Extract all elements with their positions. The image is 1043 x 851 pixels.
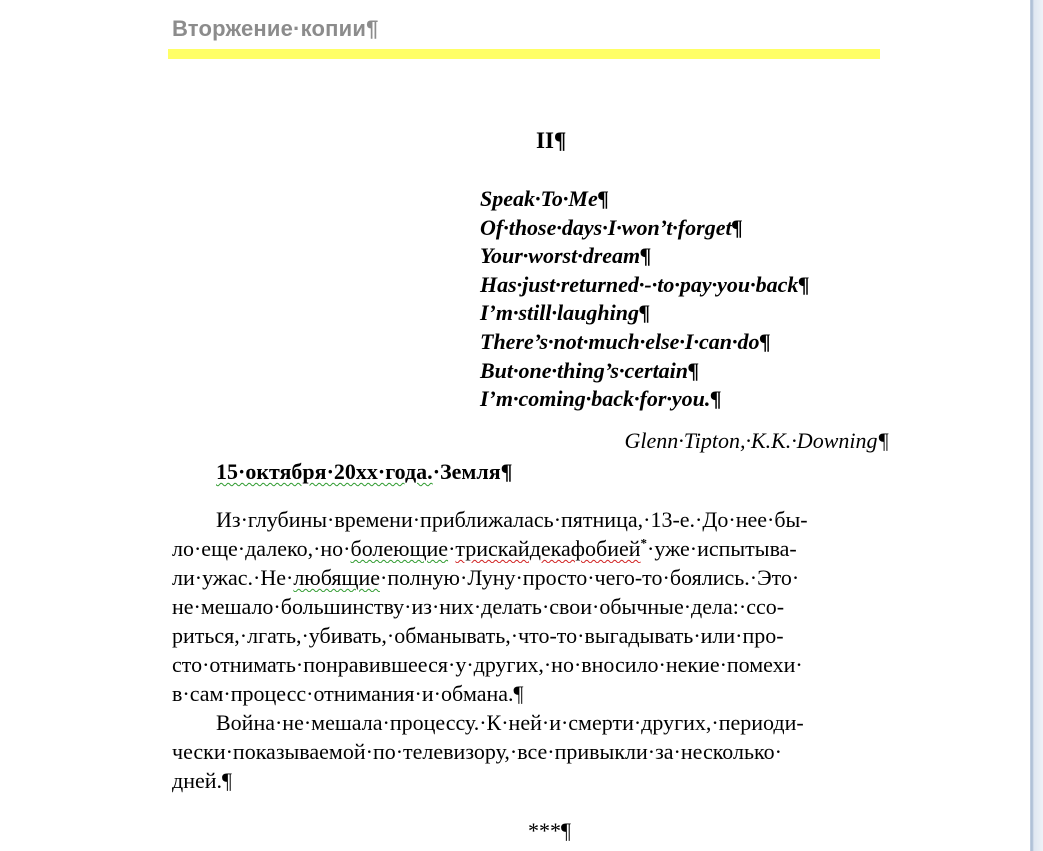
text-line	[172, 534, 884, 563]
body-text[interactable]	[172, 505, 884, 795]
grammar-flagged-word: болеющие	[350, 536, 449, 561]
date-heading	[216, 459, 513, 485]
epigraph-line: Your·worst·dream¶	[480, 243, 652, 269]
running-header-title: Вторжение·копии¶	[172, 16, 379, 41]
epigraph-line: I’m·coming·back·for·you.¶	[480, 386, 722, 412]
text-fragment: ·уже·испытыва-	[647, 536, 797, 561]
epigraph-line: But·one·thing’s·certain¶	[480, 357, 700, 383]
text-fragment: ло·еще·далеко,·но·	[172, 536, 351, 561]
epigraph-line: Speak·To·Me¶	[480, 186, 609, 211]
text-fragment: ·полную·Луну·просто·чего-то·боялись.·Это·	[380, 565, 800, 590]
epigraph-line: I’m·still·laughing¶	[480, 300, 650, 326]
epigraph	[480, 185, 809, 414]
date-heading-date: 15·октября·20хх·года.	[216, 459, 433, 484]
section-separator: ***¶	[528, 818, 571, 843]
grammar-flagged-word: любящие	[293, 565, 380, 590]
text-line: чески·показываемой·по·телевизору,·все·привыкли·за·несколько·	[172, 739, 782, 764]
text-line: Война·не·мешала·процессу.·К·ней·и·смерти·других,·периоди-	[216, 710, 804, 735]
chapter-number: II¶	[536, 128, 567, 153]
header-highlight-bar	[168, 49, 880, 59]
spelling-flagged-word: трискайдекафобией	[455, 536, 641, 561]
text-line: в·сам·процесс·отнимания·и·обмана.¶	[172, 681, 524, 706]
text-line: дней.¶	[172, 768, 232, 793]
epigraph-line: Has·just·returned·-·to·pay·you·back¶	[480, 271, 810, 297]
text-fragment: ли·ужас.·Не·	[172, 565, 294, 590]
epigraph-line: There’s·not·much·else·I·can·do¶	[480, 328, 771, 354]
window-frame-edge	[1030, 0, 1043, 851]
epigraph-authors: Glenn·Tipton,·K.K.·Downing¶	[624, 428, 889, 453]
text-line: не·мешало·большинству·из·них·делать·свои·обычные·дела:·ссо-	[172, 594, 785, 619]
text-line	[172, 563, 884, 592]
text-fragment: ·	[448, 536, 456, 561]
text-line: риться,·лгать,·убивать,·обманывать,·что-то·выгадывать·или·про-	[172, 623, 784, 648]
date-heading-place: ·Земля¶	[432, 459, 513, 484]
text-line: сто·отнимать·понравившееся·у·других,·но·вносило·некие·помехи·	[172, 652, 803, 677]
epigraph-line: Of·those·days·I·won’t·forget¶	[480, 214, 743, 240]
footnote-reference[interactable]: *	[640, 535, 648, 551]
text-line: Из·глубины·времени·приближалась·пятница,·13-е.·До·нее·бы-	[216, 507, 808, 532]
